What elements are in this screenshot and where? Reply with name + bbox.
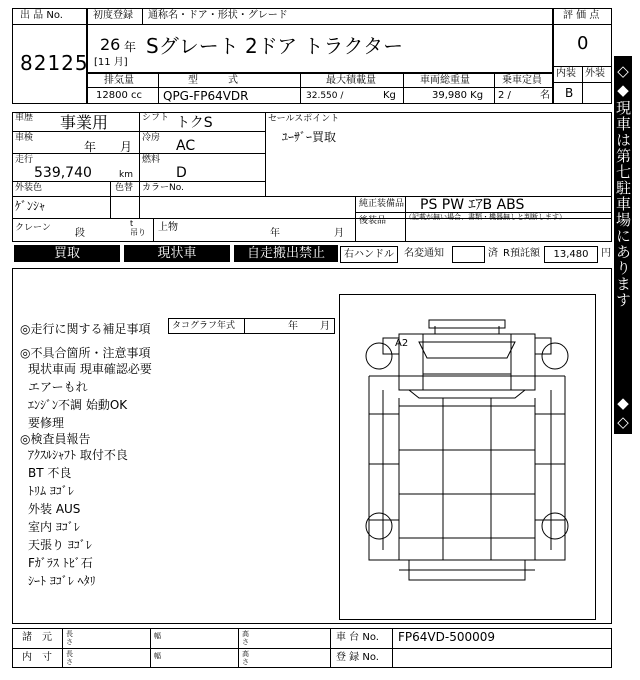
mileage-unit: km xyxy=(119,170,133,180)
displacement-label: 排気量 xyxy=(104,75,134,86)
defect-item: 要修理 xyxy=(28,416,65,430)
recycle-deposit-label: R預託額 xyxy=(503,248,540,259)
inspection-month: 月 xyxy=(120,140,133,154)
side-notice-text: 現車は第七駐車場にあります xyxy=(614,100,632,308)
model-label: 型 式 xyxy=(188,75,238,86)
inspector-title: ◎検査員報告 xyxy=(20,432,91,446)
sales-point-label: セールスポイント xyxy=(268,114,340,124)
equipment-value: PS PW ｴｱB ABS xyxy=(420,197,525,213)
history-label: 車歴 xyxy=(15,113,34,123)
aircon-value: AC xyxy=(176,138,196,154)
load-unit: Kg xyxy=(383,90,396,101)
exterior-label: 外装 xyxy=(585,68,605,79)
inner-length-label: 長さ xyxy=(66,650,73,666)
tachograph-year: 年 xyxy=(288,321,298,332)
fuel-label: 燃料 xyxy=(142,155,161,165)
recycle-amount: 13,480 xyxy=(544,246,598,263)
current-badge: 現状車 xyxy=(124,245,230,262)
aircon-label: 冷房 xyxy=(142,133,161,143)
chassis-label: 車 台 No. xyxy=(336,632,379,643)
mileage-label: 走行 xyxy=(15,155,34,165)
inspector-item: 室内 ﾖｺﾞﾚ xyxy=(28,520,80,534)
gross-label: 車両総重量 xyxy=(420,75,470,86)
vehicle-diagram xyxy=(339,294,596,620)
capacity-label: 乗車定員 xyxy=(502,75,542,86)
load-label: 最大積載量 xyxy=(326,75,376,86)
self-pickup-badge: 自走搬出禁止 xyxy=(234,245,338,262)
capacity-unit: 名 xyxy=(540,90,550,101)
registration-label: 登 録 No. xyxy=(336,652,379,663)
upper-month: 月 xyxy=(334,228,344,239)
color-label: 外装色 xyxy=(15,183,43,193)
first-reg-month: [11 月] xyxy=(94,57,128,68)
first-reg-year: 26 xyxy=(100,35,121,54)
inspector-item: Fｶﾞﾗｽ ﾄﾋﾞ石 xyxy=(28,556,93,570)
grade-text: Sグレート 2ドア トラクター xyxy=(146,34,404,58)
mileage-value: 539,740 xyxy=(34,165,92,181)
shift-label: シフト xyxy=(142,113,170,123)
crane-label: クレーン xyxy=(15,223,51,233)
inner-height-label: 高さ xyxy=(242,650,249,666)
inner-label: 内 寸 xyxy=(22,652,52,663)
inspector-item: ｼｰﾄ ﾖｺﾞﾚ ﾍﾀﾘ xyxy=(28,574,96,588)
shift-value: トクS xyxy=(176,115,213,131)
year-unit: 年 xyxy=(124,40,137,54)
lot-label: 出 品 No. xyxy=(20,10,63,21)
color-value: ｹﾞﾝｼｬ xyxy=(15,199,46,213)
inspection-label: 車検 xyxy=(15,133,34,143)
dims-label: 諸 元 xyxy=(22,632,52,643)
inner-width-label: 幅 xyxy=(154,652,161,660)
capacity-value: 2 / xyxy=(498,90,511,101)
name-change-label: 名変通知 xyxy=(404,248,444,259)
rating-value: 0 xyxy=(577,33,589,54)
inspector-item: BT 不良 xyxy=(28,466,72,480)
side-notice-diamond-top: ◇◆ xyxy=(614,62,632,100)
chassis-value: FP64VD-500009 xyxy=(398,630,495,644)
crane-lift: t 吊り xyxy=(130,219,146,237)
color-change-label: 色替 xyxy=(115,183,134,193)
right-handle-box: 右ハンドル xyxy=(340,246,398,263)
inspection-year: 年 xyxy=(84,140,97,154)
color-no-label: カラーNo. xyxy=(142,183,184,193)
name-change-box xyxy=(452,246,485,263)
dims-width-label: 幅 xyxy=(154,632,161,640)
load-value: 32.550 / xyxy=(306,91,344,101)
equipment-label: 純正装備品 xyxy=(359,199,405,209)
side-notice-diamond-bottom: ◆◇ xyxy=(614,394,632,432)
sales-point-value: ﾕｰｻﾞｰ買取 xyxy=(282,130,337,144)
dims-height-label: 高さ xyxy=(242,630,249,646)
dims-length-label: 長さ xyxy=(66,630,73,646)
aftermarket-note: （記載が無い場合、書類・機器無しと判断します） xyxy=(405,213,566,221)
inspector-item: 外装 AUS xyxy=(28,502,81,516)
upper-label: 上物 xyxy=(158,222,178,233)
lot-number: 82125 xyxy=(20,51,89,75)
recycle-unit: 円 xyxy=(601,248,611,259)
inspector-item: ﾄﾘﾑ ﾖｺﾞﾚ xyxy=(28,484,74,498)
tachograph-label: タコグラフ年式 xyxy=(172,321,236,331)
tachograph-month: 月 xyxy=(320,321,330,332)
first-reg-label: 初度登録 xyxy=(93,10,133,21)
defect-item: ｴﾝｼﾞﾝ不調 始動OK xyxy=(28,398,128,412)
defect-item: エアーもれ xyxy=(28,380,88,394)
history-value: 事業用 xyxy=(60,113,109,132)
crane-stage: 段 xyxy=(75,228,85,239)
aftermarket-label: 後装品 xyxy=(359,216,387,226)
supplement-title: ◎走行に関する補足事項 xyxy=(20,322,151,336)
rating-label: 評 価 点 xyxy=(563,10,600,21)
defect-item: 現状車両 現車確認必要 xyxy=(28,362,152,376)
fuel-value: D xyxy=(176,165,187,181)
buy-badge: 買取 xyxy=(14,245,120,262)
interior-rating: B xyxy=(565,86,574,100)
interior-label: 内装 xyxy=(556,68,576,79)
displacement-value: 12800 cc xyxy=(96,90,142,101)
damage-mark-a2: A2 xyxy=(395,338,409,349)
recycle-label: 済 xyxy=(488,248,498,259)
defects-title: ◎不具合箇所・注意事項 xyxy=(20,346,151,360)
model-value: QPG-FP64VDR xyxy=(163,89,249,103)
inspector-item: 天張り ﾖｺﾞﾚ xyxy=(28,538,92,552)
gross-value: 39,980 Kg xyxy=(432,90,484,101)
inspector-item: ｱｸｽﾙｼｬﾌﾄ 取付不良 xyxy=(28,448,128,462)
upper-year: 年 xyxy=(270,228,280,239)
name-label: 通称名・ドア・形状・グレード xyxy=(148,10,288,21)
